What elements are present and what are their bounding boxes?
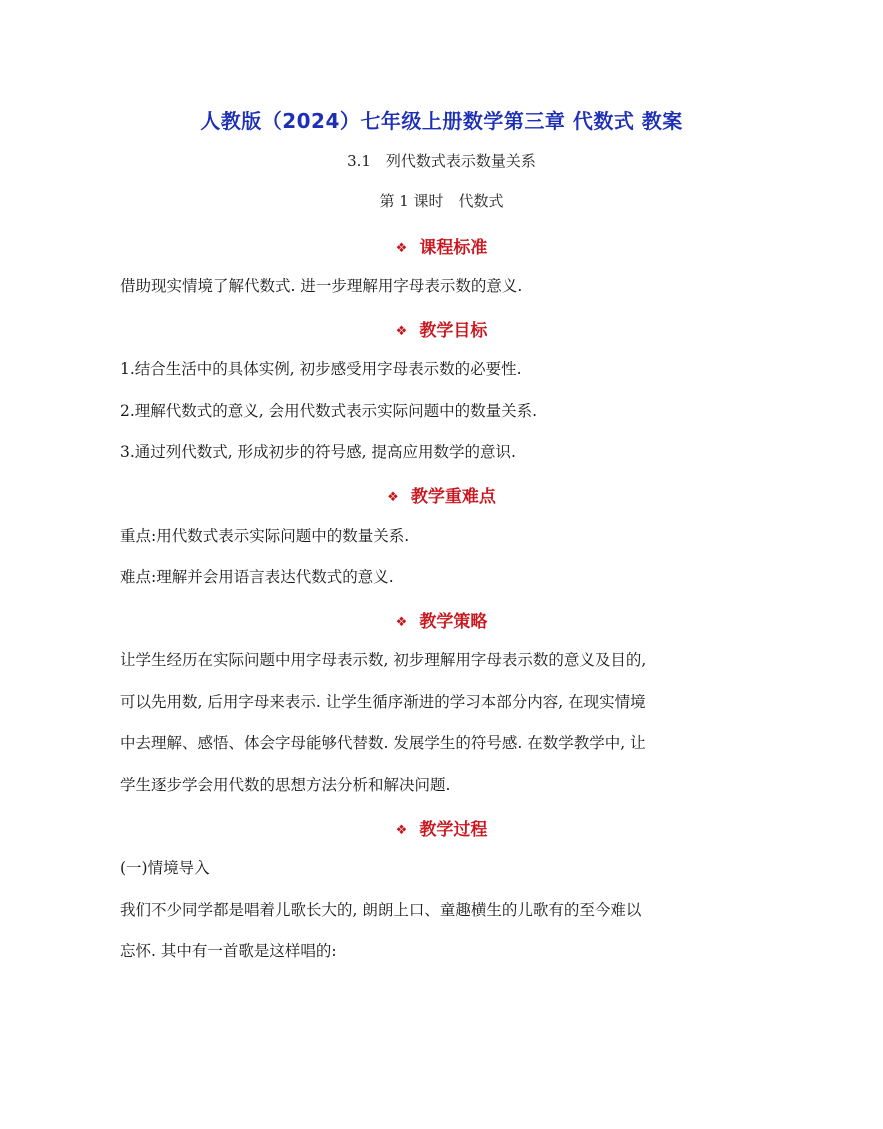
difficulty-text: 难点:理解并会用语言表达代数式的意义. xyxy=(120,568,394,586)
diamond-icon: ❖ xyxy=(395,615,408,630)
heading-teaching-strategy xyxy=(0,607,883,632)
heading-teaching-process xyxy=(0,815,883,840)
heading-label: 教学重难点 xyxy=(410,487,496,507)
heading-teaching-goals xyxy=(0,316,883,341)
diamond-icon: ❖ xyxy=(387,490,399,505)
diamond-icon: ❖ xyxy=(395,823,408,838)
heading-course-standard xyxy=(0,233,883,258)
strategy-line: 让学生经历在实际问题中用字母表示数, 初步理解用字母表示数的意义及目的, xyxy=(120,651,647,669)
heading-key-difficulties xyxy=(0,482,883,507)
heading-label: 课程标准 xyxy=(419,238,488,258)
heading-label: 教学目标 xyxy=(419,321,488,341)
heading-label: 教学过程 xyxy=(419,820,488,840)
section-title: 3.1 列代数式表示数量关系 xyxy=(347,152,536,170)
standard-text: 借助现实情境了解代数式. 进一步理解用字母表示数的意义. xyxy=(120,277,523,295)
lesson-title: 第 1 课时 代数式 xyxy=(379,192,504,210)
document-title: 人教版（2024）七年级上册数学第三章 代数式 教案 xyxy=(200,109,683,133)
goal-item: 1.结合生活中的具体实例, 初步感受用字母表示数的必要性. xyxy=(120,360,522,378)
diamond-icon: ❖ xyxy=(395,324,408,339)
goal-item: 3.通过列代数式, 形成初步的符号感, 提高应用数学的意识. xyxy=(120,443,516,461)
heading-label: 教学策略 xyxy=(419,612,488,632)
strategy-line: 学生逐步学会用代数的思想方法分析和解决问题. xyxy=(120,776,451,794)
goal-item: 2.理解代数式的意义, 会用代数式表示实际问题中的数量关系. xyxy=(120,402,538,420)
process-subheading: (一)情境导入 xyxy=(120,859,210,877)
process-line: 忘怀. 其中有一首歌是这样唱的: xyxy=(120,942,337,960)
key-point-text: 重点:用代数式表示实际问题中的数量关系. xyxy=(120,527,410,545)
diamond-icon: ❖ xyxy=(395,241,408,256)
process-line: 我们不少同学都是唱着儿歌长大的, 朗朗上口、童趣横生的儿歌有的至今难以 xyxy=(120,901,642,919)
strategy-line: 可以先用数, 后用字母来表示. 让学生循序渐进的学习本部分内容, 在现实情境 xyxy=(120,693,646,711)
strategy-line: 中去理解、感悟、体会字母能够代替数. 发展学生的符号感. 在数学教学中, 让 xyxy=(120,734,646,752)
